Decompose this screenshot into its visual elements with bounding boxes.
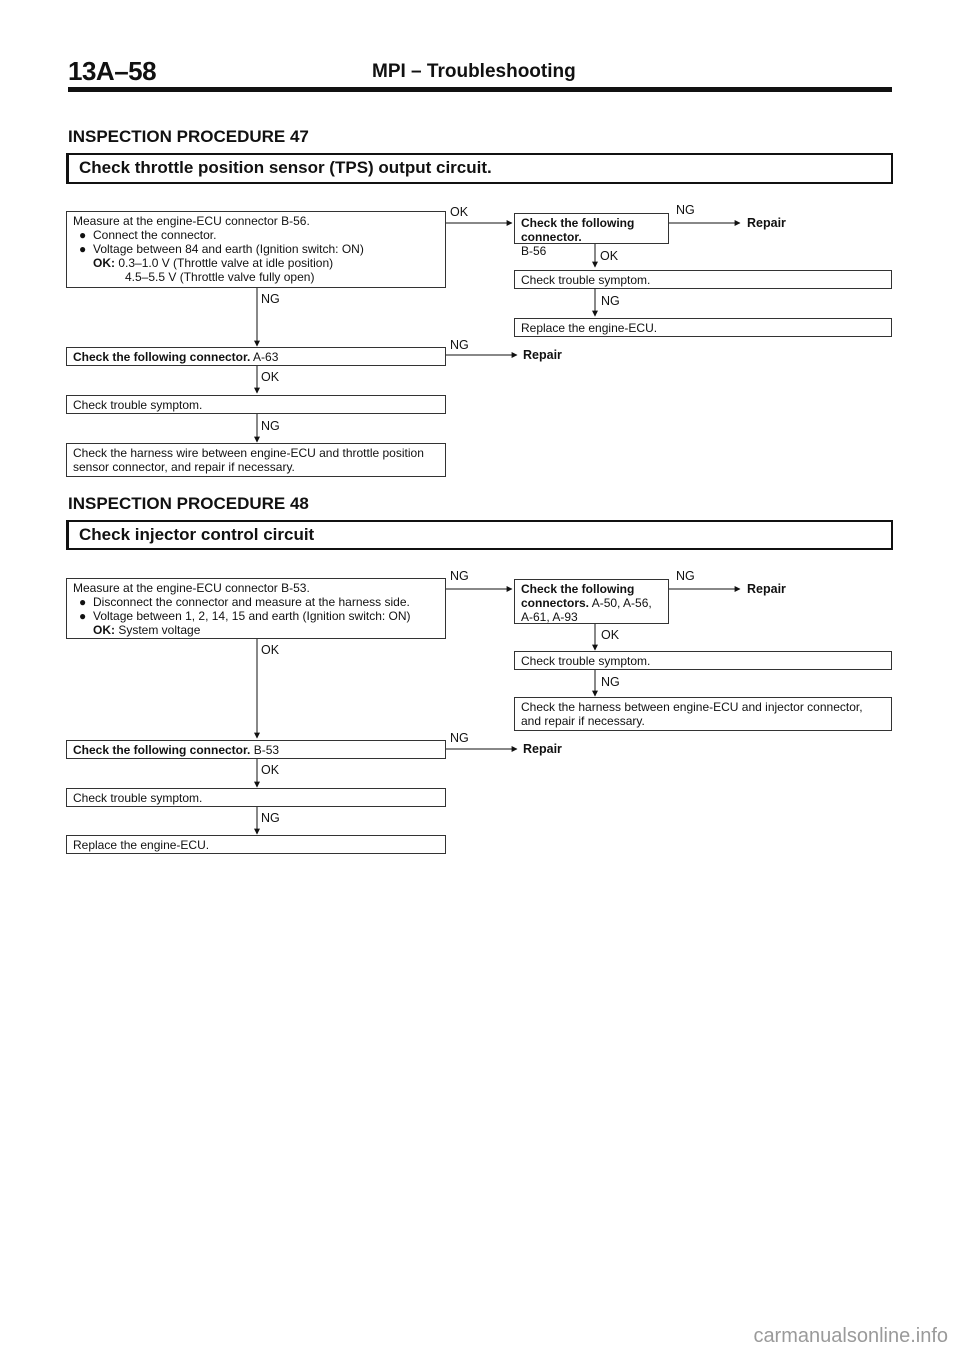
proc47-trouble-right-box — [514, 270, 892, 289]
proc47-ng-label-2: NG — [601, 294, 620, 308]
proc48-trouble-left: Check trouble symptom. — [73, 791, 203, 805]
proc48-trouble-right: Check trouble symptom. — [521, 654, 651, 668]
proc48-conn-left-code: B-53 — [253, 743, 280, 757]
proc48-measure-bullet1: ● Disconnect the connector and measure at the harness side. — [79, 595, 410, 609]
proc47-measure-ok2: 4.5–5.5 V (Throttle valve fully open) — [125, 270, 315, 284]
page-number: 13A–58 — [68, 56, 157, 86]
proc47-measure-box — [66, 211, 446, 288]
proc48-measure-bullet2: ● Voltage between 1, 2, 14, 15 and earth (Ignition switch: ON) — [79, 609, 411, 623]
proc47-repair-2: Repair — [523, 348, 562, 362]
proc48-ok-label-2: OK — [261, 643, 280, 657]
proc47-ng-label-1: NG — [676, 203, 695, 217]
proc47-ng-label-4: NG — [450, 338, 469, 352]
proc48-ng-label-2: NG — [676, 569, 695, 583]
proc48-conn-left-bold: Check the following connector. — [73, 743, 251, 757]
proc48-conn-left-box — [66, 740, 446, 759]
proc47-conn-left-code: A-63 — [253, 350, 279, 364]
proc48-repair-1: Repair — [747, 582, 786, 596]
proc47-heading: INSPECTION PROCEDURE 47 — [68, 127, 309, 146]
proc47-measure-bullet2: ● Voltage between 84 and earth (Ignition switch: ON) — [79, 242, 364, 256]
proc47-measure-line1: Measure at the engine-ECU connector B-56. — [73, 214, 310, 228]
proc48-harness-right: Check the harness between engine-ECU and injector connector, and repair if necessary. — [521, 700, 863, 728]
proc48-measure-box — [66, 578, 446, 639]
proc47-ok-label-2: OK — [600, 249, 619, 263]
proc47-replace-right: Replace the engine-ECU. — [521, 321, 658, 335]
proc47-ok-label-1: OK — [450, 205, 469, 219]
proc47-harness: Check the harness wire between engine-ECU and throttle position sensor connector, and repair if necessary. — [73, 446, 424, 474]
proc47-ng-label-3: NG — [261, 292, 280, 306]
proc47-conn-left-bold: Check the following connector. — [73, 350, 251, 364]
proc48-harness-right-box — [514, 697, 892, 731]
proc48-conn-right: Check the following connectors. A-50, A-56, A-61, A-93 — [521, 582, 652, 624]
proc48-replace-left: Replace the engine-ECU. — [73, 838, 210, 852]
proc47-repair-1: Repair — [747, 216, 786, 230]
watermark-text[interactable]: carmanualsonline.info — [753, 1325, 948, 1347]
proc48-repair-2: Repair — [523, 742, 562, 756]
proc48-measure-ok1: OK: System voltage — [93, 623, 201, 637]
proc48-ng-label-4: NG — [450, 731, 469, 745]
proc48-heading: INSPECTION PROCEDURE 48 — [68, 494, 309, 513]
proc47-title: Check throttle position sensor (TPS) output circuit. — [79, 158, 492, 177]
proc48-ng-label-5: NG — [261, 811, 280, 825]
proc48-title: Check injector control circuit — [79, 525, 315, 544]
proc47-measure-ok1: OK: 0.3–1.0 V (Throttle valve at idle position) — [93, 256, 334, 270]
proc48-ng-label-1: NG — [450, 569, 469, 583]
proc48-trouble-left-box — [66, 788, 446, 807]
proc48-measure-line1: Measure at the engine-ECU connector B-53. — [73, 581, 310, 595]
proc47-harness-box — [66, 443, 446, 477]
proc47-ok-label-3: OK — [261, 370, 280, 384]
proc48-replace-left-box — [66, 835, 446, 854]
page-title: MPI – Troubleshooting — [372, 61, 576, 82]
proc47-trouble-left: Check trouble symptom. — [73, 398, 203, 412]
proc47-trouble-right: Check trouble symptom. — [521, 273, 651, 287]
proc47-conn-right-bold: Check the following connector. — [521, 216, 635, 244]
proc47-conn-right-code: B-56 — [521, 244, 547, 258]
proc48-trouble-right-box — [514, 651, 892, 670]
proc48-conn-right-box — [514, 579, 669, 624]
proc47-replace-right-box — [514, 318, 892, 337]
proc48-ok-label-1: OK — [601, 628, 620, 642]
proc47-measure-bullet1: ● Connect the connector. — [79, 228, 217, 242]
proc48-title-box — [66, 520, 893, 550]
proc47-trouble-left-box — [66, 395, 446, 414]
proc48-ok-label-3: OK — [261, 763, 280, 777]
proc47-conn-left-box — [66, 347, 446, 366]
proc47-title-box — [66, 153, 893, 184]
proc48-ng-label-3: NG — [601, 675, 620, 689]
proc47-ng-label-5: NG — [261, 419, 280, 433]
